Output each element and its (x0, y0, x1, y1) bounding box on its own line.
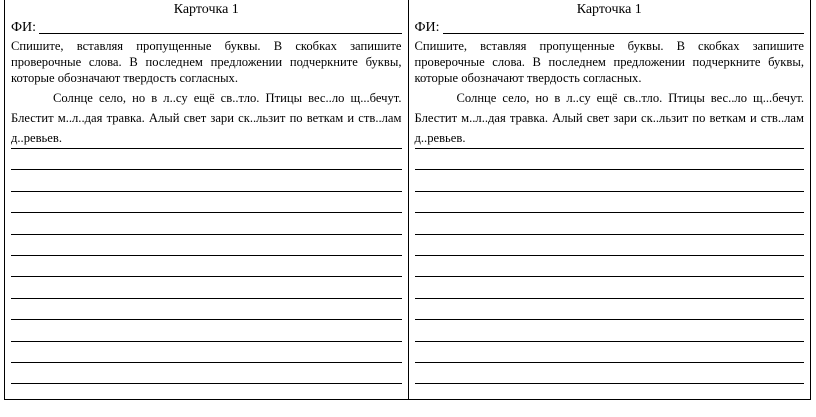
answer-line[interactable] (415, 383, 805, 404)
exercise-passage: Солнце село, но в л..су ещё св..тло. Птицы вес..ло щ...бечут. Блестит м..л..дая травка. Алый свет зари ск..льзит по веткам и ств..лам д..ревьев. (11, 91, 402, 145)
answer-lines (11, 148, 402, 405)
answer-line[interactable] (11, 341, 402, 362)
answer-line[interactable] (415, 319, 805, 340)
name-field-label: ФИ: (414, 20, 440, 35)
answer-line[interactable] (11, 191, 402, 212)
task-instructions: Спишите, вставляя пропущенные буквы. В скобках запишите проверочные слова. В последнем предложении подчеркните буквы, которые обозначают твердость согласных. (11, 39, 402, 85)
answer-line[interactable] (415, 276, 805, 297)
card-title: Карточка 1 (173, 2, 239, 17)
task-instructions: Спишите, вставляя пропущенные буквы. В скобках запишите проверочные слова. В последнем предложении подчеркните буквы, которые обозначают твердость согласных. (414, 39, 804, 85)
answer-line[interactable] (11, 148, 402, 169)
answer-line[interactable] (415, 341, 805, 362)
answer-line[interactable] (415, 234, 805, 255)
answer-line[interactable] (11, 298, 402, 319)
answer-line[interactable] (11, 169, 402, 190)
card-right (408, 0, 811, 399)
answer-line[interactable] (415, 212, 805, 233)
exercise-passage: Солнце село, но в л..су ещё св..тло. Птицы вес..ло щ...бечут. Блестит м..л..дая травка. Алый свет зари ск..льзит по веткам и ств..лам д..ревьев. (414, 91, 804, 145)
answer-line[interactable] (415, 191, 805, 212)
name-field-line[interactable] (39, 20, 401, 34)
name-field-row (415, 18, 805, 36)
card-left (5, 0, 408, 399)
answer-line[interactable] (11, 212, 402, 233)
name-field-label: ФИ: (11, 20, 37, 35)
answer-line[interactable] (415, 362, 805, 383)
name-field-line[interactable] (443, 20, 804, 34)
answer-line[interactable] (415, 298, 805, 319)
name-field-row (11, 18, 402, 36)
answer-line[interactable] (11, 276, 402, 297)
worksheet-page (4, 0, 811, 400)
card-title: Карточка 1 (576, 2, 642, 17)
answer-lines (415, 148, 805, 405)
answer-line[interactable] (415, 255, 805, 276)
answer-line[interactable] (415, 169, 805, 190)
answer-line[interactable] (11, 383, 402, 404)
answer-line[interactable] (11, 255, 402, 276)
answer-line[interactable] (11, 362, 402, 383)
answer-line[interactable] (415, 148, 805, 169)
answer-line[interactable] (11, 319, 402, 340)
answer-line[interactable] (11, 234, 402, 255)
